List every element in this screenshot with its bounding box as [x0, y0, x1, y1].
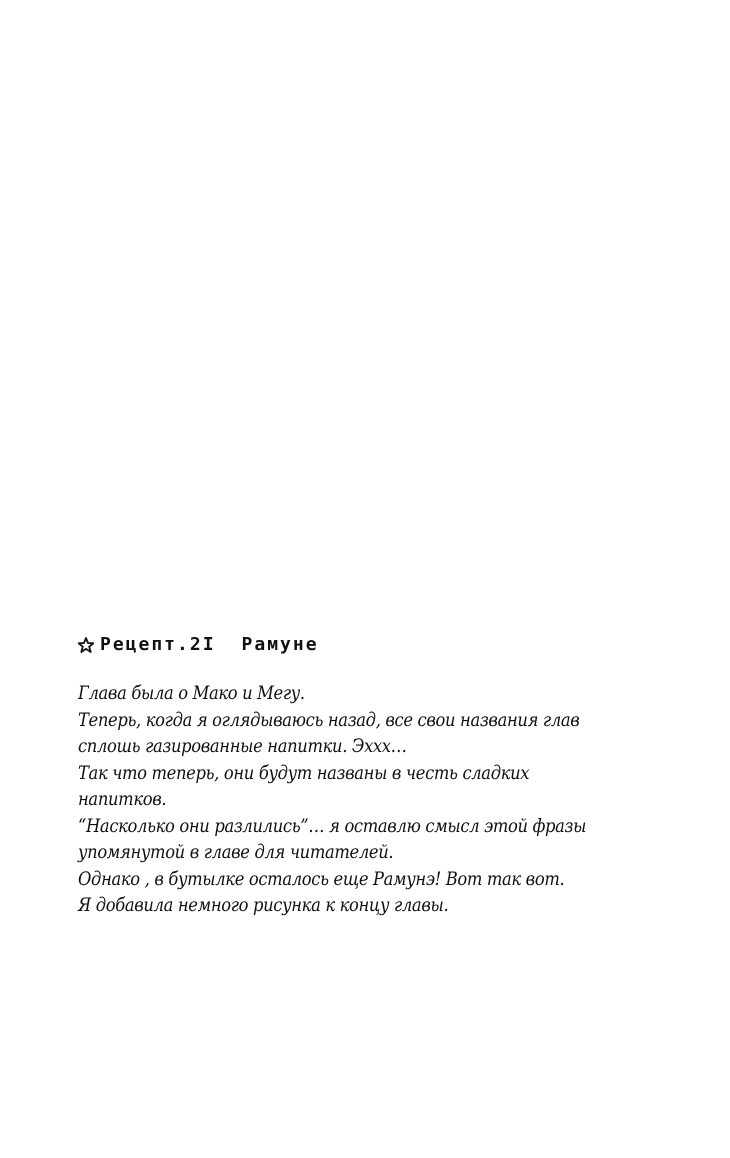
- note-line: Глава была о Мако и Мегу.: [78, 682, 305, 704]
- chapter-title: Рамуне: [241, 634, 319, 655]
- chapter-number: Рецепт.2I: [100, 634, 216, 655]
- note-line: Теперь, когда я оглядываюсь назад, все свои названия глав сплошь газированные напитки. Эххх…: [78, 708, 580, 757]
- chapter-heading: [78, 634, 319, 655]
- note-line: Однако , в бутылке осталось еще Рамунэ! Вот так вот.: [78, 867, 565, 890]
- note-line: “Насколько они разлились”… я оставлю смысл этой фразы упомянутой в главе для читателей.: [78, 814, 587, 863]
- author-note: [78, 680, 594, 919]
- star-outline-icon: [78, 637, 94, 653]
- note-line: Я добавила немного рисунка к концу главы.: [78, 894, 449, 916]
- note-line: Так что теперь, они будут названы в честь сладких напитков.: [78, 761, 530, 810]
